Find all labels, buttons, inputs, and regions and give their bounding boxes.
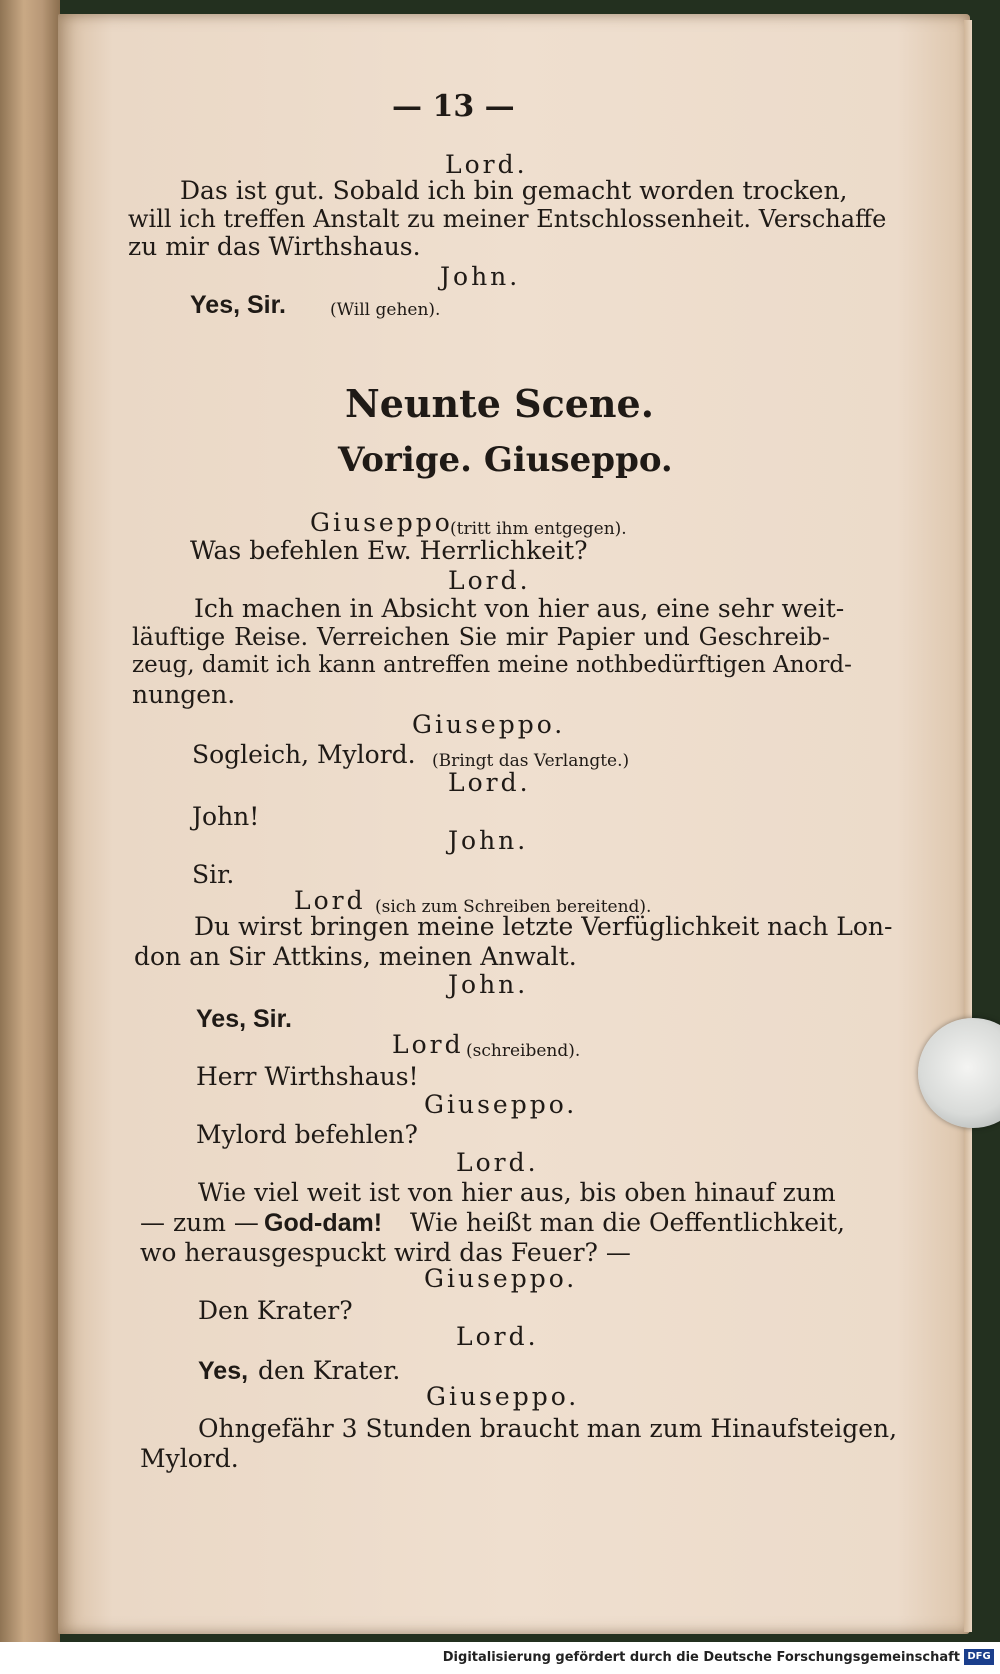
speaker-lord: Lord. [448, 566, 531, 595]
text-line: Den Krater? [198, 1296, 353, 1325]
footer-credit: Digitalisierung gefördert durch die Deutsche Forschungsgemeinschaft [442, 1650, 960, 1665]
stage-direction: (Will gehen). [330, 300, 441, 320]
text-line: wo herausgespuckt wird das Feuer? — [140, 1238, 631, 1267]
speaker-john: John. [448, 826, 529, 855]
text-line: Yes, Sir. [190, 291, 286, 319]
speaker-giuseppo: Giuseppo. [424, 1264, 578, 1293]
text-line: Ich machen in Absicht von hier aus, eine sehr weit- [194, 594, 845, 623]
text-line: Yes, [198, 1357, 249, 1385]
text-line: Sogleich, Mylord. [192, 740, 416, 769]
speaker-giuseppo: Giuseppo. [424, 1090, 578, 1119]
text-line: Was befehlen Ew. Herrlichkeit? [190, 536, 588, 565]
speaker-lord: Lord. [456, 1322, 539, 1351]
text-line: Mylord befehlen? [196, 1120, 418, 1149]
text-line: don an Sir Attkins, meinen Anwalt. [134, 942, 577, 971]
text-line: Sir. [192, 860, 235, 889]
text-line-emphasis: God-dam! [264, 1209, 383, 1237]
scene-heading: Neunte Scene. [345, 381, 654, 426]
stage-direction: (sich zum Schreiben bereitend). [375, 897, 652, 917]
text-line: — zum — [140, 1208, 259, 1237]
text-line: den Krater. [258, 1356, 401, 1385]
stage-direction: (tritt ihm entgegen). [450, 519, 627, 539]
text-line: Das ist gut. Sobald ich bin gemacht worden trocken, [180, 176, 848, 205]
stage-direction: (Bringt das Verlangte.) [432, 751, 630, 771]
text-line: Yes, Sir. [196, 1005, 292, 1033]
text-line: läuftige Reise. Verreichen Sie mir Papier und Geschreib- [132, 623, 830, 651]
stage-direction: (schreibend). [466, 1041, 581, 1061]
speaker-lord: Lord. [445, 150, 528, 179]
text-line: zeug, damit ich kann antreffen meine nothbedürftigen Anord- [132, 652, 852, 678]
speaker-lord: Lord. [456, 1148, 539, 1177]
speaker-lord: Lord. [448, 768, 531, 797]
speaker-lord: Lord [392, 1030, 464, 1059]
text-line: zu mir das Wirthshaus. [128, 232, 421, 261]
speaker-john: John. [440, 262, 521, 291]
footer-bar [0, 1642, 1000, 1674]
speaker-giuseppo: Giuseppo. [412, 710, 566, 739]
text-line: Mylord. [140, 1444, 239, 1473]
text-line: will ich treffen Anstalt zu meiner Entschlossenheit. Verschaffe [128, 205, 887, 233]
text-line: Wie heißt man die Oeffentlichkeit, [410, 1208, 845, 1237]
text-line: nungen. [132, 680, 236, 709]
speaker-lord: Lord [294, 886, 366, 915]
page-number: — 13 — [392, 89, 515, 124]
scene-characters: Vorige. Giuseppo. [338, 440, 673, 480]
text-line: Du wirst bringen meine letzte Verfüglichkeit nach Lon- [194, 912, 893, 941]
dfg-logo: DFG [964, 1649, 994, 1665]
text-line: Herr Wirthshaus! [196, 1062, 419, 1091]
text-line: Ohngefähr 3 Stunden braucht man zum Hinaufsteigen, [198, 1414, 898, 1443]
speaker-giuseppo: Giuseppo [310, 508, 453, 537]
speaker-john: John. [448, 970, 529, 999]
speaker-giuseppo: Giuseppo. [426, 1382, 580, 1411]
text-line: Wie viel weit ist von hier aus, bis oben hinauf zum [198, 1178, 836, 1207]
text-line: John! [192, 802, 260, 831]
